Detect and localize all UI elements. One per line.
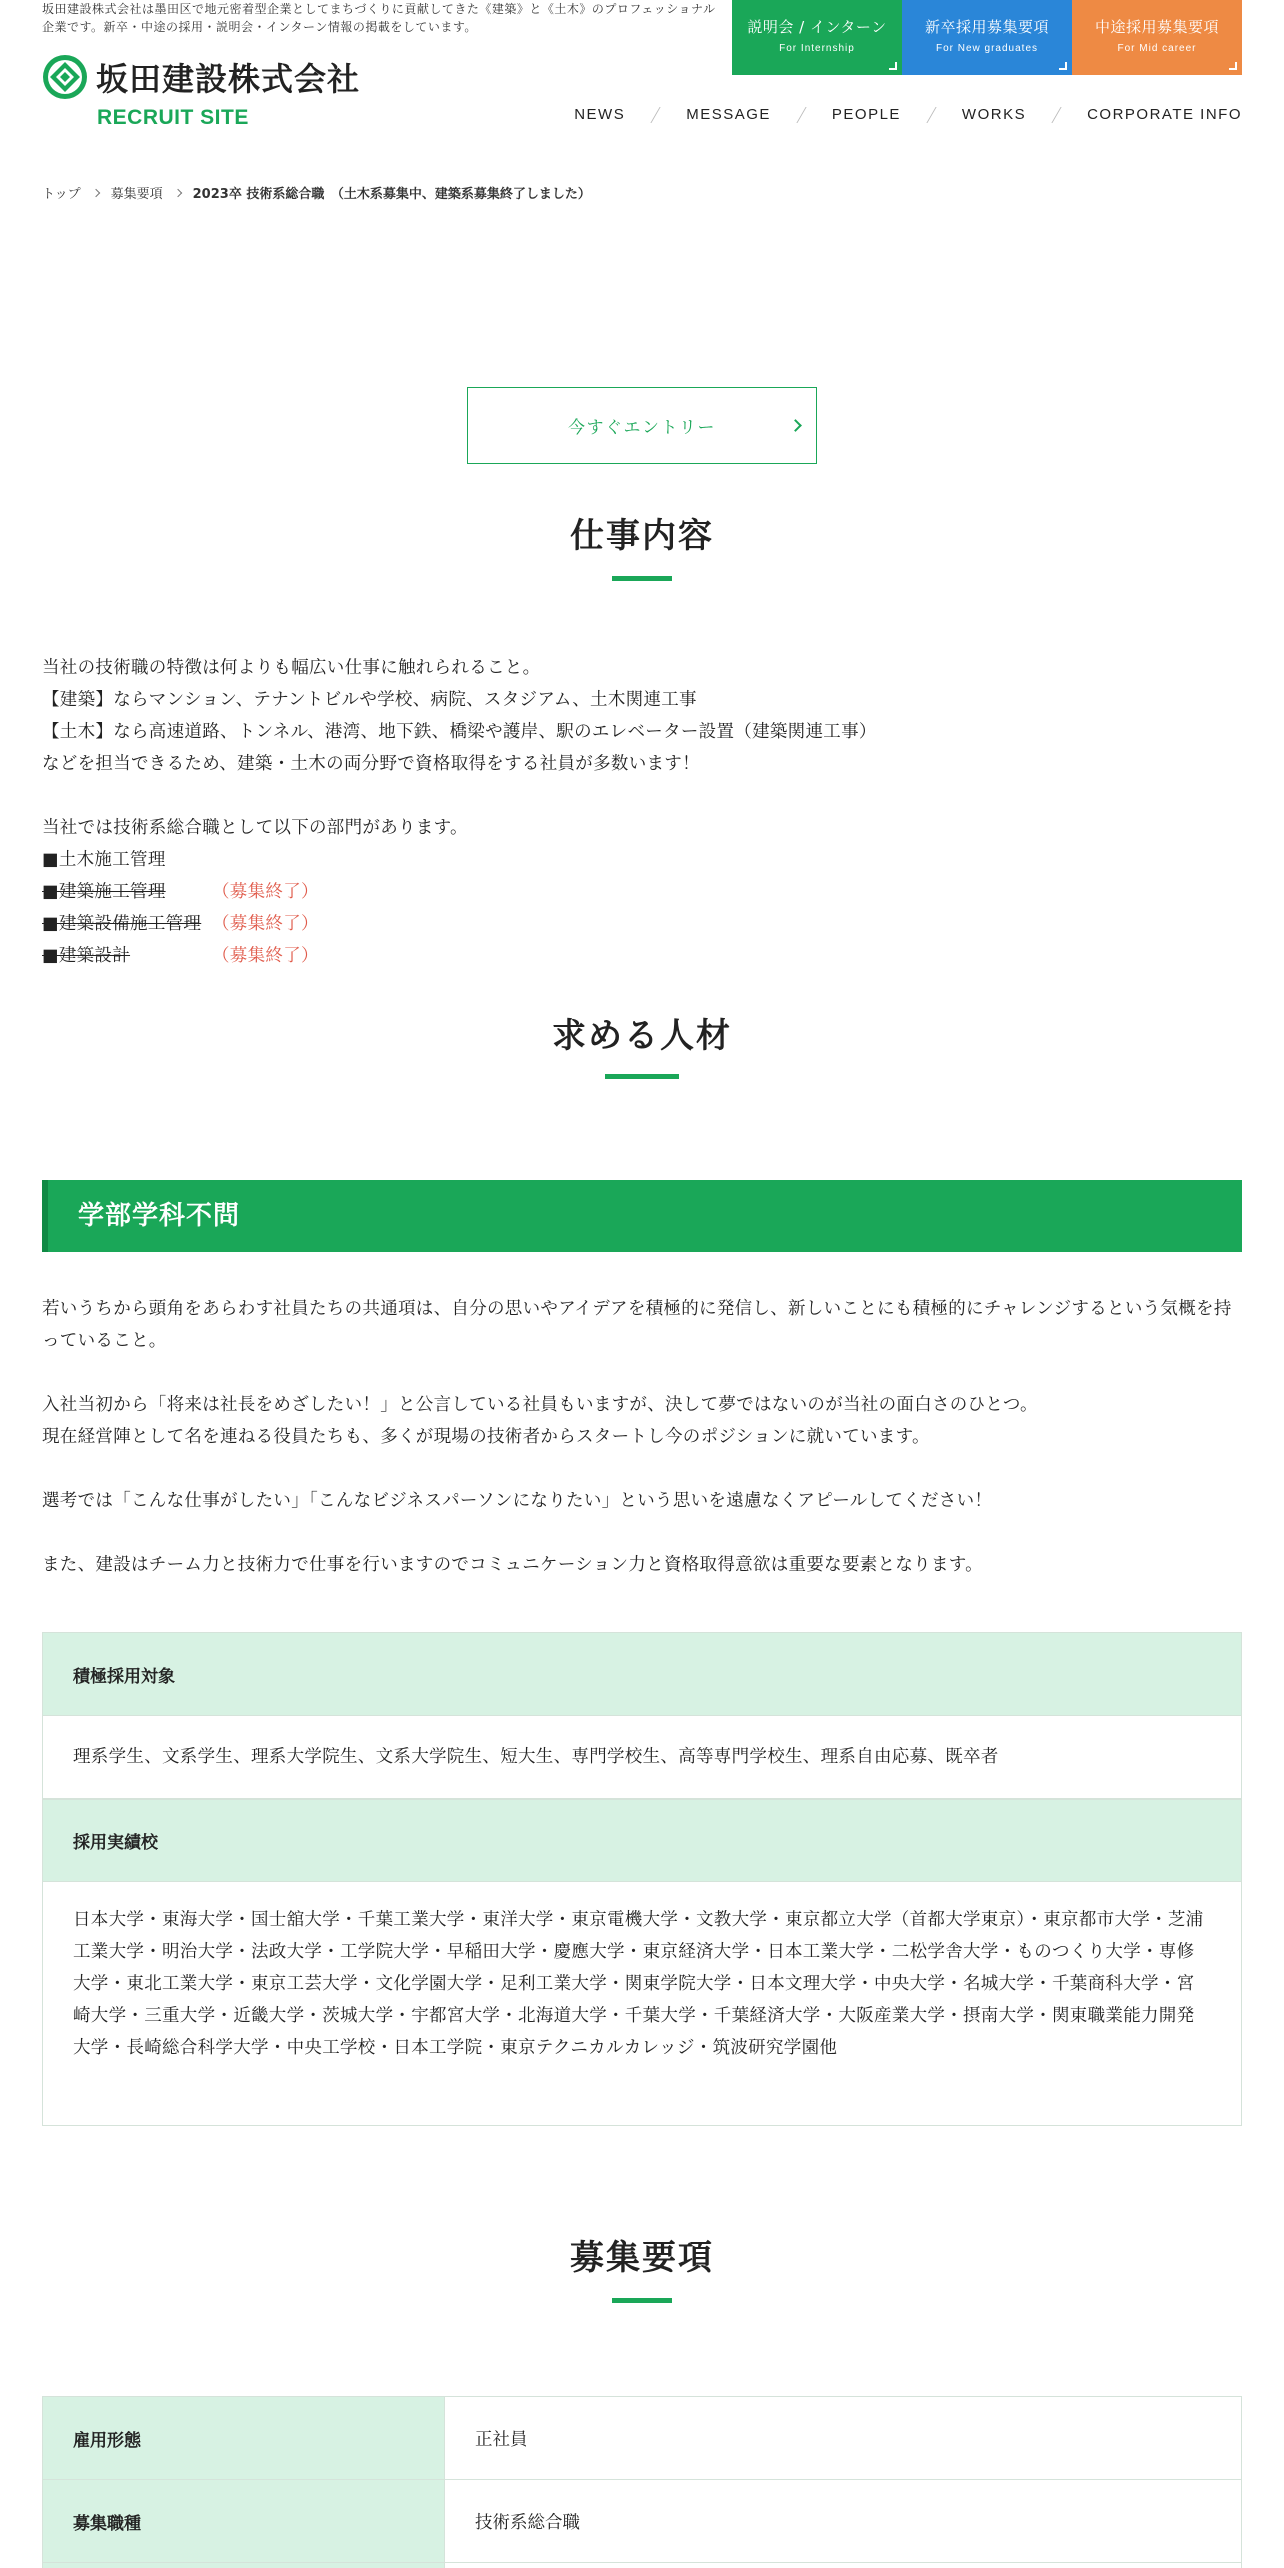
- mid-career-button-label: 中途採用募集要項: [1094, 18, 1219, 36]
- requirement-value: 技術系総合職: [445, 2480, 1241, 2562]
- talent-text: [42, 1293, 1242, 1581]
- entry-now-button-label: 今すぐエントリー: [568, 418, 716, 438]
- entry-now-button[interactable]: [467, 387, 817, 464]
- corner-arrow-icon: [1229, 62, 1237, 70]
- nav-separator: [796, 107, 806, 123]
- title-underline: [612, 576, 672, 581]
- department-item: [42, 844, 1242, 876]
- table-row: [43, 2563, 1241, 2568]
- recruitment-closed-label: （募集終了）: [212, 882, 319, 902]
- requirement-value: [445, 2563, 1241, 2568]
- job-line: 【土木】なら高速道路、トンネル、港湾、地下鉄、橋梁や護岸、駅のエレベーター設置（建築関連工事）: [42, 722, 877, 742]
- requirement-value: 正社員: [445, 2397, 1241, 2479]
- nav-people[interactable]: PEOPLE: [831, 106, 901, 123]
- new-graduates-button[interactable]: [902, 0, 1072, 75]
- title-underline: [605, 1074, 679, 1079]
- mid-career-button-sub: For Mid career: [1117, 43, 1197, 54]
- table-row: [43, 2397, 1241, 2480]
- nav-works[interactable]: WORKS: [961, 106, 1027, 123]
- corner-arrow-icon: [1059, 62, 1067, 70]
- chevron-right-icon: [91, 188, 99, 196]
- talent-paragraph: 選考では「こんな仕事がしたい」「こんなビジネスパーソンになりたい」という思いを遠慮なくアピールしてください！: [42, 1491, 993, 1511]
- mid-career-button[interactable]: [1072, 0, 1242, 75]
- nav-corporate-info[interactable]: CORPORATE INFO: [1087, 106, 1242, 123]
- new-graduates-button-sub: For New graduates: [935, 43, 1039, 54]
- department-name: ■建築設計: [42, 946, 131, 966]
- desired-talent-title: 求める人材: [552, 1016, 732, 1056]
- internship-button-sub: For Internship: [779, 43, 855, 54]
- talent-subheading: 学部学科不問: [42, 1180, 1242, 1252]
- company-logo[interactable]: [42, 54, 360, 100]
- schools-value: 日本大学・東海大学・国士舘大学・千葉工業大学・東洋大学・東京電機大学・文教大学・東京都立大学（首都大学東京）・東京都市大学・芝浦工業大学・明治大学・法政大学・工学院大学・早稲田大学・慶應大学・東京経済大学・日本工業大学・二松学舎大学・ものつくり大学・専修大学・東北工業大学・東京工芸大学・文化学園大学・足利工業大学・関東学院大学・日本文理大学・中央大学・名城大学・千葉商科大学・宮崎大学・三重大学・近畿大学・茨城大学・宇都宮大学・北海道大学・千葉大学・千葉経済大学・大阪産業大学・摂南大学・関東職業能力開発大学・長崎総合科学大学・中央工学校・日本工学院・東京テクニカルカレッジ・筑波研究学園他: [43, 1882, 1241, 2125]
- internship-button-label: 説明会 / インターン: [747, 18, 887, 36]
- title-underline: [612, 2298, 672, 2303]
- job-line: 当社の技術職の特徴は何よりも幅広い仕事に触れられること。: [42, 658, 541, 678]
- recruit-site-label: RECRUIT SITE: [97, 106, 249, 129]
- global-nav: [574, 106, 1242, 123]
- dept-intro: 当社では技術系総合職として以下の部門があります。: [42, 818, 468, 838]
- department-name: ■建築設備施工管理: [42, 914, 202, 934]
- department-item: [42, 876, 1242, 908]
- requirements-table: [42, 2396, 1242, 2568]
- talent-paragraph: 若いうちから頭角をあらわす社員たちの共通項は、自分の思いやアイデアを積極的に発信し、新しいことにも積極的にチャレンジするという気概を持っていること。: [42, 1299, 1232, 1351]
- requirement-key: 雇用形態: [43, 2397, 445, 2479]
- talent-paragraph: 現在経営陣として名を連ねる役員たちも、多くが現場の技術者からスタートし今のポジションに就いています。: [42, 1427, 930, 1447]
- internship-button[interactable]: [732, 0, 902, 75]
- top-buttons: [732, 0, 1242, 75]
- talent-paragraph: また、建設はチーム力と技術力で仕事を行いますのでコミュニケーション力と資格取得意欲は重要な要素となります。: [42, 1555, 983, 1575]
- nav-separator: [1051, 107, 1061, 123]
- chevron-right-icon: [789, 419, 802, 432]
- company-logo-icon: [42, 54, 88, 100]
- recruitment-closed-label: （募集終了）: [212, 914, 319, 934]
- schools-label: 採用実績校: [43, 1799, 1241, 1882]
- blank-line: [42, 1453, 1242, 1485]
- department-name: ■土木施工管理: [42, 850, 166, 870]
- blank-line: [42, 1357, 1242, 1389]
- department-name: ■建築施工管理: [42, 882, 166, 902]
- job-line: などを担当できるため、建築・土木の両分野で資格取得をする社員が多数います！: [42, 754, 700, 774]
- blank-line: [42, 1517, 1242, 1549]
- breadcrumb-home[interactable]: トップ: [42, 187, 81, 202]
- table-row: [43, 2480, 1241, 2563]
- nav-message[interactable]: MESSAGE: [686, 106, 771, 123]
- new-graduates-button-label: 新卒採用募集要項: [924, 18, 1049, 36]
- talent-paragraph: 入社当初から「将来は社長をめざしたい！」と公言している社員もいますが、決して夢ではないのが当社の面白さのひとつ。: [42, 1395, 1038, 1415]
- breadcrumb-current: 2023卒 技術系総合職 （土木系募集中、建築系募集終了しました）: [192, 187, 591, 202]
- breadcrumb-parent[interactable]: 募集要項: [110, 187, 163, 202]
- nav-separator: [651, 107, 661, 123]
- nav-news[interactable]: NEWS: [574, 106, 626, 123]
- nav-separator: [926, 107, 936, 123]
- requirement-key: 募集職種: [43, 2480, 445, 2562]
- company-logo-text: 坂田建設株式会社: [96, 60, 361, 98]
- target-label: 積極採用対象: [43, 1633, 1241, 1716]
- job-description-title: 仕事内容: [570, 516, 714, 556]
- job-line: 【建築】ならマンション、テナントビルや学校、病院、スタジアム、土木関連工事: [42, 690, 697, 710]
- corner-arrow-icon: [889, 62, 897, 70]
- blank-line: [42, 780, 1242, 812]
- requirements-title: 募集要項: [570, 2238, 714, 2278]
- talent-table: [42, 1632, 1242, 2126]
- requirement-key: [43, 2563, 445, 2568]
- breadcrumb: [42, 183, 591, 202]
- job-description-text: [42, 652, 1242, 972]
- site-tagline: 坂田建設株式会社は墨田区で地元密着型企業としてまちづくりに貢献してきた《建築》と《土木》のプロフェッショナル企業です。新卒・中途の採用・説明会・インターン情報の掲載をしています。: [42, 2, 716, 34]
- chevron-right-icon: [173, 188, 181, 196]
- department-item: [42, 940, 1242, 972]
- target-value: 理系学生、文系学生、理系大学院生、文系大学院生、短大生、専門学校生、高等専門学校生、理系自由応募、既卒者: [43, 1716, 1241, 1799]
- recruitment-closed-label: （募集終了）: [212, 946, 319, 966]
- department-item: [42, 908, 1242, 940]
